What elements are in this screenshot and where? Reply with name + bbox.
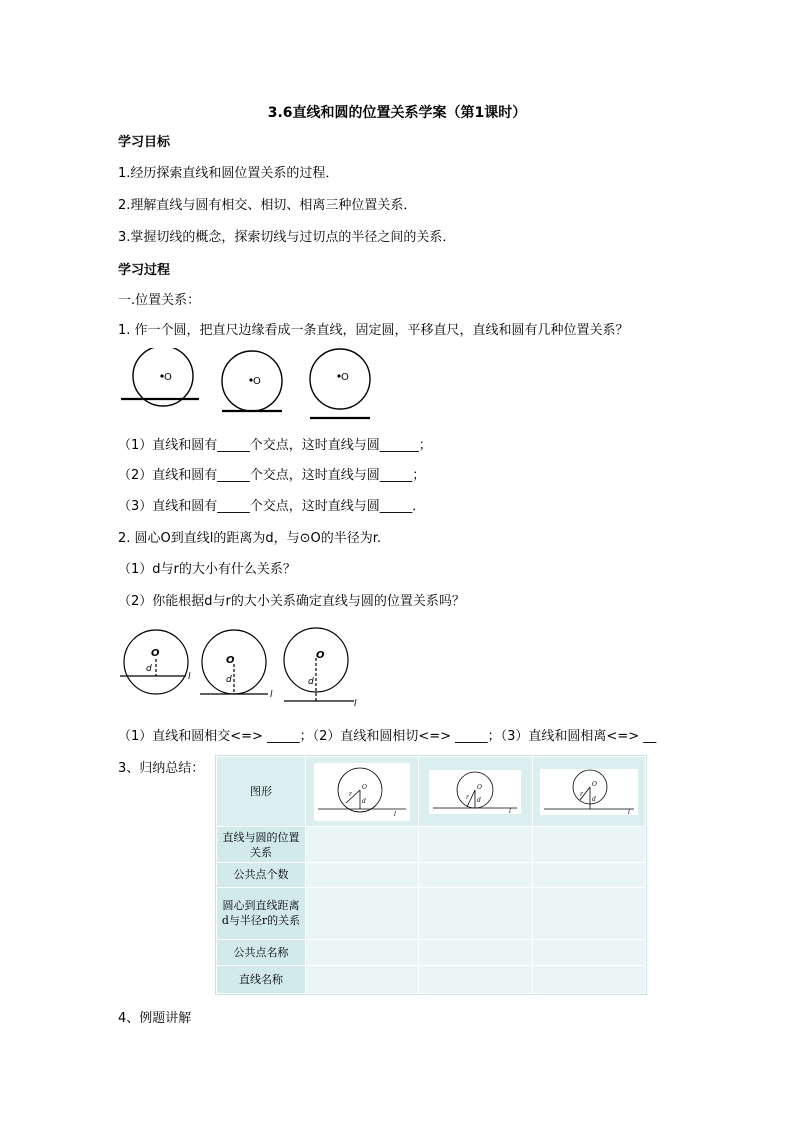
radius-label: r (349, 790, 353, 798)
q1-answer: （3）直线和圆有_____个交点，这时直线与圆_____． (118, 499, 426, 514)
q1-figure-intersect (121, 348, 199, 406)
line-label: l (394, 810, 397, 818)
table-cell (306, 863, 419, 887)
center-label: O (341, 372, 349, 383)
table-cell (306, 887, 419, 939)
examples-heading: 4、例题讲解 (118, 1011, 192, 1026)
q2-relations: （1）直线和圆相交<=> _____；（2）直线和圆相切<=> _____；（3）直线和圆相离<=> __ (118, 729, 657, 744)
row-header: 直线名称 (217, 965, 306, 993)
table-figure-tangent (429, 770, 521, 814)
table-row (217, 827, 646, 863)
table-cell (419, 863, 532, 887)
row-header: 图形 (217, 757, 306, 827)
center-label: O (151, 648, 160, 659)
table-cell (419, 887, 532, 939)
objective-item: 2.理解直线与圆有相交、相切、相离三种位置关系． (118, 198, 417, 213)
center-label: O (164, 372, 172, 383)
q1-answer: （1）直线和圆有_____个交点，这时直线与圆______； (118, 438, 432, 453)
q2-sub: （2）你能根据d与r的大小关系确定直线与圆的位置关系吗？ (118, 594, 465, 609)
table-cell (532, 863, 645, 887)
table-cell (306, 965, 419, 993)
row-header: 公共点名称 (217, 939, 306, 965)
figure-cell-separate (532, 757, 645, 827)
line-label: l (354, 699, 357, 709)
radius-label: r (579, 790, 583, 798)
row-header: 直线与圆的位置关系 (217, 827, 306, 863)
figure-cell-tangent (419, 757, 532, 827)
line-label: l (509, 807, 512, 814)
table-cell (532, 939, 645, 965)
distance-label: d (362, 797, 366, 805)
table-row (217, 757, 646, 827)
row-header: 公共点个数 (217, 863, 306, 887)
row-header: 圆心到直线距离d与半径r的关系 (217, 887, 306, 939)
table-cell (532, 965, 645, 993)
q2-sub: （1）d与r的大小有什么关系？ (118, 562, 296, 577)
page-title: 3.6直线和圆的位置关系学案（第1课时） (267, 105, 527, 121)
line-label: l (188, 672, 191, 682)
table-row (217, 887, 646, 939)
distance-label: d (146, 664, 152, 674)
center-label: O (316, 650, 325, 661)
summary-heading: 3、归纳总结： (118, 761, 205, 776)
table-row (217, 863, 646, 887)
q2-figure-separate (284, 628, 357, 709)
table-cell (306, 939, 419, 965)
center-label: O (226, 655, 235, 666)
question-1: 1. 作一个圆，把直尺边缘看成一条直线，固定圆，平移直尺，直线和圆有几种位置关系？ (118, 323, 629, 338)
objective-item: 1.经历探索直线和圆位置关系的过程． (118, 166, 339, 181)
table-cell (419, 827, 532, 863)
table-cell (532, 887, 645, 939)
table-cell (419, 939, 532, 965)
line-label: l (627, 808, 630, 815)
distance-label: d (226, 675, 232, 685)
distance-label: d (591, 795, 596, 803)
objectives-heading: 学习目标 (118, 135, 171, 150)
q1-figure-separate (310, 349, 370, 418)
center-label: O (253, 376, 261, 387)
objective-item: 3.掌握切线的概念，探索切线与过切点的半径之间的关系． (118, 230, 456, 245)
distance-label: d (477, 796, 482, 804)
question-2: 2. 圆心O到直线l的距离为d，与⊙O的半径为r. (118, 531, 382, 546)
q1-figures (118, 348, 378, 426)
q1-figure-tangent (222, 351, 282, 411)
table-row (217, 965, 646, 993)
table-figure-separate (540, 769, 638, 815)
figure-cell-intersect (306, 757, 419, 827)
distance-label: d (308, 677, 314, 687)
section-heading: 一.位置关系： (118, 293, 201, 308)
center-label: O (477, 783, 483, 791)
center-label: O (591, 780, 597, 788)
line-label: l (270, 690, 273, 700)
table-cell (532, 827, 645, 863)
center-label: O (362, 783, 368, 791)
q2-figures (118, 626, 363, 710)
summary-table (215, 755, 647, 995)
q2-figure-tangent (200, 630, 273, 700)
q2-figure-intersect (120, 630, 191, 694)
table-cell (419, 965, 532, 993)
table-cell (306, 827, 419, 863)
table-row (217, 939, 646, 965)
process-heading: 学习过程 (118, 263, 171, 278)
radius-label: r (466, 793, 470, 801)
q1-answer: （2）直线和圆有_____个交点，这时直线与圆_____； (118, 468, 426, 483)
table-figure-intersect (314, 763, 410, 821)
